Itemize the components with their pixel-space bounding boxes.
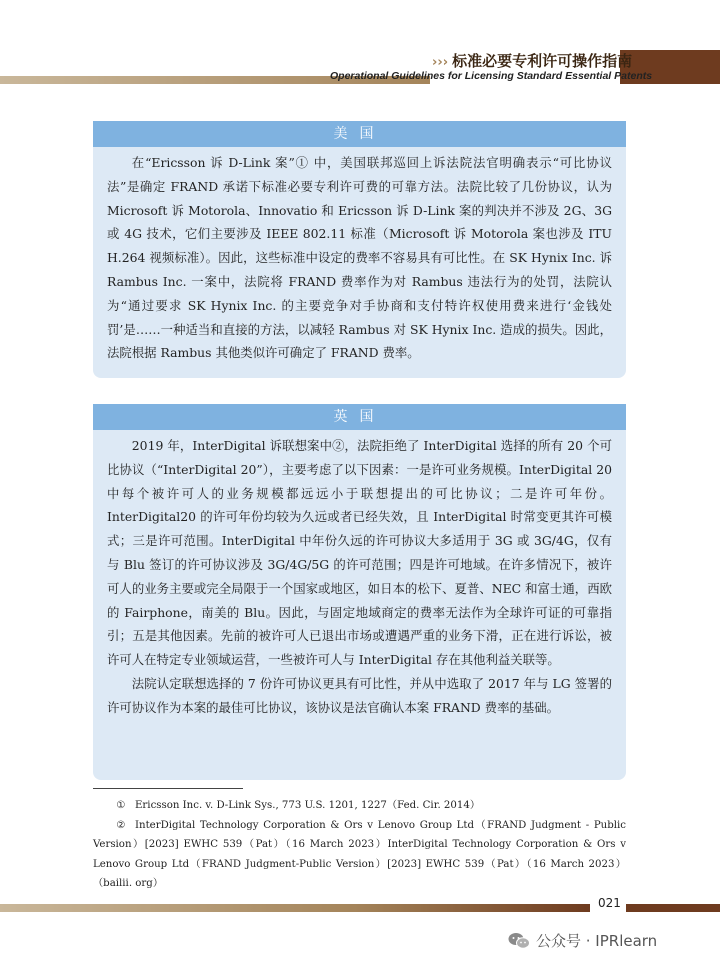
uk-paragraph: 2019 年，InterDigital 诉联想案中②，法院拒绝了 InterDigital 选择的所有 20 个可比协议（“InterDigital 20”），主要考虑了以下因素：一是许可业务规模。InterDigital 20 中每个被许可人的业务规模都远远小于联想提出的可比协议；二是许可年份。InterDigital20 的许可年份均较为久远或者已经失效，且 InterDigital 时常变更其许可模式；三是许可范围。InterDigital 中年份久远的许可协议大多适用于 3G 或 3G/4G，仅有与 Blu 签订的许可协议涉及 3G/4G/5G 的许可范围；四是许可地域。在许多情况下，被许可人的业务主要或完全局限于一个国家或地区，如日本的松下、夏普、NEC 和富士通，西欧的 Fairphone，南美的 Blu。因此，与固定地域商定的费率无法作为全球许可证的可靠指引；五是其他因素。先前的被许可人已退出市场或遭遇严重的业务下滑，正在进行诉讼，被许可人在特定专业领域运营，一些被许可人与 InterDigital 存在其他利益关联等。 [107,438,612,668]
uk-box-body [93,430,626,728]
footnotes [93,796,626,894]
footnote-text: Ericsson Inc. v. D-Link Sys., 773 U.S. 1201, 1227（Fed. Cir. 2014） [135,800,481,811]
uk-box [93,404,626,780]
chevron-icon: ››› [432,55,449,70]
header-title [432,50,632,71]
us-paragraph: 在“Ericsson 诉 D-Link 案”① 中，美国联邦巡回上诉法院法官明确表示“可比协议法”是确定 FRAND 承诺下标准必要专利许可费的可靠方法。法院比较了几份协议，认为 Microsoft 诉 Motorola、Innovatio 和 Ericsson 诉 D-Link 案的判决并不涉及 2G、3G 或 4G 技术，它们主要涉及 IEEE 802.11 标准（Microsoft 诉 Motorola 案也涉及 ITU H.264 视频标准）。因此，这些标准中设定的费率不容易具有可比性。在 SK Hynix Inc. 诉 Rambus Inc. 一案中，法院将 FRAND 费率作为对 Rambus 违法行为的处罚，法院认为“通过要求 SK Hynix Inc. 的主要竞争对手协商和支付特许权使用费来进行‘金钱处罚’是……一种适当和直接的方法，以减轻 Rambus 对 SK Hynix Inc. 造成的损失。因此，法院根据 Rambus 其他类似许可确定了 FRAND 费率。 [107,155,612,361]
wechat-icon [508,932,530,950]
footnote [93,796,626,816]
footnote-number: ② [116,819,126,831]
watermark [508,930,657,951]
footer-decor-bar [0,904,590,912]
book-title: 标准必要专利许可操作指南 [452,52,633,70]
watermark-text: 公众号 · IPRlearn [536,932,658,950]
footer-decor-block [626,904,720,912]
uk-paragraph: 法院认定联想选择的 7 份许可协议更具有可比性，并从中选取了 2017 年与 LG 签署的许可协议作为本案的最佳可比协议，该协议是法官确认本案 FRAND 费率的基础。 [107,675,612,715]
page-header [0,50,720,88]
footnote-text: InterDigital Technology Corporation & Ors v Lenovo Group Ltd（FRAND Judgment - Public Version）[2023] EWHC 539（Pat）（16 March 2023）InterDigital Technology Corporation & Ors v Lenovo Group Ltd（FRAND Judgment-Public Version）[2023] EWHC 539（Pat）（16 March 2023）（bailii. org） [93,819,626,889]
us-box-title: 美国 [93,121,626,147]
page-number: 021 [598,896,621,910]
uk-box-title: 英国 [93,404,626,430]
header-subtitle: Operational Guidelines for Licensing Standard Essential Patents [330,70,653,82]
us-box-body [93,147,626,373]
footnote-number: ① [116,800,126,811]
footnote [93,816,626,894]
footnote-divider [93,788,243,789]
us-box [93,121,626,378]
